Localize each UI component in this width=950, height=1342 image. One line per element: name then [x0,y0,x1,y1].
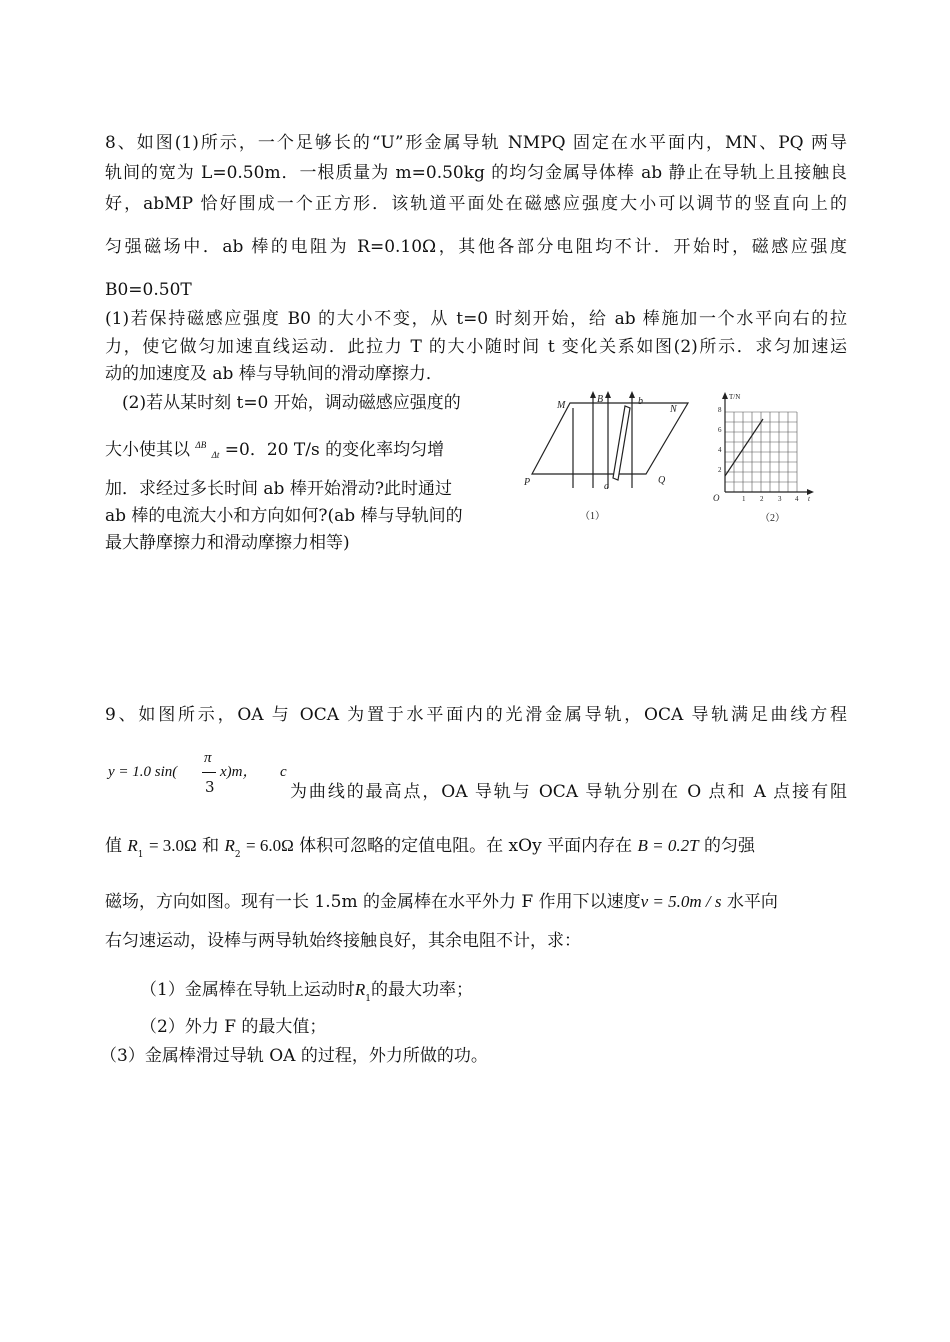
x-tick-4: 4 [795,495,799,503]
q8-part2-text-b: =0．20 T/s 的变化率均匀增 [224,440,445,460]
y-axis-label: T/N [729,393,741,401]
label-Q: Q [658,475,666,486]
origin-label: O [713,493,720,503]
q9-line-3 [105,836,755,859]
text-field-desc: 体积可忽略的定值电阻。在 xOy 平面内存在 [299,836,633,856]
tension-line [725,419,763,476]
conductor-rod-ab [613,406,630,480]
text-zhi: 值 [105,836,122,856]
text-uniform: 的匀强 [703,836,755,856]
sub1-symbol-subscript: 1 [365,994,371,1004]
q8-line-8: 动的加速度及 ab 棒与导轨间的滑动摩擦力． [105,364,443,384]
x-tick-3: 3 [778,495,782,503]
figure-2-caption: （2） [760,513,785,524]
symbol-R1: R [127,836,138,855]
q8-part2-line-3: 加．求经过多长时间 ab 棒开始滑动?此时通过 [105,479,452,499]
x-axis-label: t [808,495,810,503]
value-velocity: v = 5.0m / s [640,892,722,911]
x-tick-1: 1 [742,495,746,503]
label-P: P [524,477,531,488]
q8-part2-line-1: (2)若从某时刻 t=0 开始，调动磁感应强度的 [122,393,461,413]
q9-sub-question-2: （2）外力 F 的最大值； [140,1017,327,1037]
q9-line-4 [105,892,778,912]
q8-line-1: 8、如图(1)所示，一个足够长的“U”形金属导轨 NMPQ 固定在水平面内，MN、PQ 两导 [105,133,847,153]
sub1-symbol-R: R [354,980,366,999]
value-R1: = 3.0Ω [148,836,197,855]
x-tick-2: 2 [760,495,764,503]
value-B: B = 0.2T [637,836,699,855]
y-tick-8: 8 [718,406,722,414]
q9-line-5: 右匀速运动，设棒与两导轨始终接触良好，其余电阻不计，求： [105,931,581,951]
q8-part2-line-5: 最大静摩擦力和滑动摩擦力相等) [105,533,350,553]
fraction-bar [202,772,216,773]
figure-1-caption: （1） [580,511,605,522]
equation-point-c: c [280,764,287,780]
label-M: M [557,400,566,411]
q8-line-6: (1)若保持磁感应强度 B0 的大小不变，从 t=0 时刻开始，给 ab 棒施加一个水平向右的拉 [105,309,847,329]
equation-left: y = 1.0 sin( [108,764,178,780]
q9-sub-question-3: （3）金属棒滑过导轨 OA 的过程，外力所做的功。 [100,1046,488,1066]
symbol-R2-subscript: 2 [234,850,241,860]
q9-line-2: 为曲线的最高点，OA 导轨与 OCA 导轨分别在 O 点和 A 点接有阻 [290,782,847,802]
text-he: 和 [202,836,220,856]
q8-rate-denominator: Δt [211,450,220,460]
label-b: b [638,396,643,407]
equation-denominator: 3 [205,778,215,796]
text-field-direction: 磁场，方向如图。现有一长 1.5m 的金属棒在水平外力 F 作用下以速度 [105,892,641,912]
symbol-R2: R [224,836,235,855]
text-horizontal: 水平向 [721,892,778,912]
equation-numerator: π [204,750,212,766]
q8-line-2: 轨间的宽为 L=0.50m．一根质量为 m=0.50kg 的均匀金属导体棒 ab 静止在导轨上且接触良 [105,163,847,183]
label-a: a [604,481,609,492]
y-tick-6: 6 [718,426,722,434]
sub1-text-a: （1）金属棒在导轨上运动时 [140,980,355,1000]
q8-part2-line-2 [105,440,444,462]
equation-right: x)m， [220,764,258,780]
q9-line-1: 9、如图所示，OA 与 OCA 为置于水平面内的光滑金属导轨，OCA 导轨满足曲线方程 [105,705,847,725]
q8-line-3: 好，abMP 恰好围成一个正方形．该轨道平面处在磁感应强度大小可以调节的竖直向上的 [105,194,847,214]
rail-frame [532,403,688,474]
q8-rate-numerator: ΔB [195,440,207,450]
label-N: N [670,404,677,415]
q8-line-5: B0=0.50T [105,280,192,300]
sub1-text-b: 的最大功率； [370,980,473,1000]
value-R2: = 6.0Ω [246,836,294,855]
label-B: B [597,394,604,405]
q8-part2-text-a: 大小使其以 [105,440,190,460]
figure-1-rail-diagram [520,388,700,528]
y-tick-4: 4 [718,446,722,454]
y-tick-2: 2 [718,466,722,474]
q8-line-4: 匀强磁场中．ab 棒的电阻为 R=0.10Ω，其他各部分电阻均不计．开始时，磁感应强度 [105,237,847,257]
figure-2-tension-graph [705,390,820,530]
symbol-R1-subscript: 1 [137,850,144,860]
q9-sub-question-1 [140,980,473,1003]
q8-part2-line-4: ab 棒的电流大小和方向如何?(ab 棒与导轨间的 [105,506,463,526]
q8-line-7: 力，使它做匀加速直线运动．此拉力 T 的大小随时间 t 变化关系如图(2)所示．求匀加速运 [105,337,847,357]
